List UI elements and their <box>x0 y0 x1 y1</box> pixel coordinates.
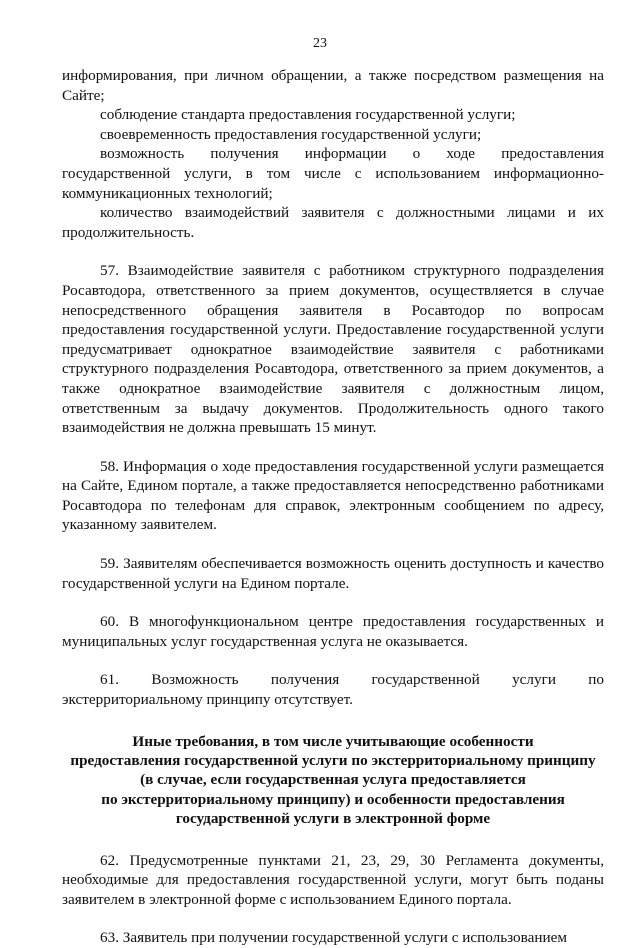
paragraph-continuation: информирования, при личном обращении, а также посредством размещения на Сайте; <box>62 67 604 104</box>
document-body <box>62 66 604 948</box>
list-item-info-possibility: возможность получения информации о ходе предоставления государственной услуги, в том числе с использованием информационно-коммуникационных технологий; <box>62 145 604 202</box>
paragraph-61: 61. Возможность получения государственной услуги по экстерриториальному принципу отсутствует. <box>62 671 604 709</box>
paragraph-57: 57. Взаимодействие заявителя с работником структурного подразделения Росавтодора, ответственного за прием документов, осуществляется в случае непосредственного обращения заявителя в Росавтодор по вопросам предоставления государственной услуги. Предоставление государственной услуги предусматривает однократное взаимодействие заявителя с работниками структурного подразделения Росавтодора, ответственного за прием документов, а также однократное взаимодействие заявителя с должностным лицом, ответственным за выдачу документов. Продолжительность одного такого взаимодействия не должна превышать 15 минут. <box>62 262 604 437</box>
paragraph-62: 62. Предусмотренные пунктами 21, 23, 29, 30 Регламента документы, необходимые для предоставления государственной услуги, могут быть поданы заявителем в электронной форме с использованием Единого портала. <box>62 851 604 908</box>
heading-line-3: (в случае, если государственная услуга предоставляется <box>140 771 526 789</box>
list-item-standard: соблюдение стандарта предоставления государственной услуги; <box>100 106 516 124</box>
section-heading <box>62 732 604 829</box>
list-item-interactions: количество взаимодействий заявителя с должностными лицами и их продолжительность. <box>62 204 604 241</box>
heading-line-4: по экстерриториальному принципу) и особенности предоставления <box>101 790 565 808</box>
paragraph-58: 58. Информация о ходе предоставления государственной услуги размещается на Сайте, Едином портале, а также предоставляется непосредственно работниками Росавтодора по телефонам для справок, электронным сообщением по адресу, указанному заявителем. <box>62 457 604 534</box>
paragraph-59: 59. Заявителям обеспечивается возможность оценить доступность и качество государственной услуги на Едином портале. <box>62 555 604 592</box>
list-item-timeliness: своевременность предоставления государственной услуги; <box>100 125 482 143</box>
heading-line-5: государственной услуги в электронной форме <box>175 810 491 828</box>
heading-line-2: предоставления государственной услуги по экстерриториальному принципу <box>70 752 596 770</box>
page-number: 23 <box>313 36 327 51</box>
heading-line-1: Иные требования, в том числе учитывающие особенности <box>132 732 534 750</box>
paragraph-60: 60. В многофункциональном центре предоставления государственных и муниципальных услуг государственная услуга не оказывается. <box>62 613 604 650</box>
paragraph-63: 63. Заявитель при получении государственной услуги с использованием <box>100 929 567 947</box>
